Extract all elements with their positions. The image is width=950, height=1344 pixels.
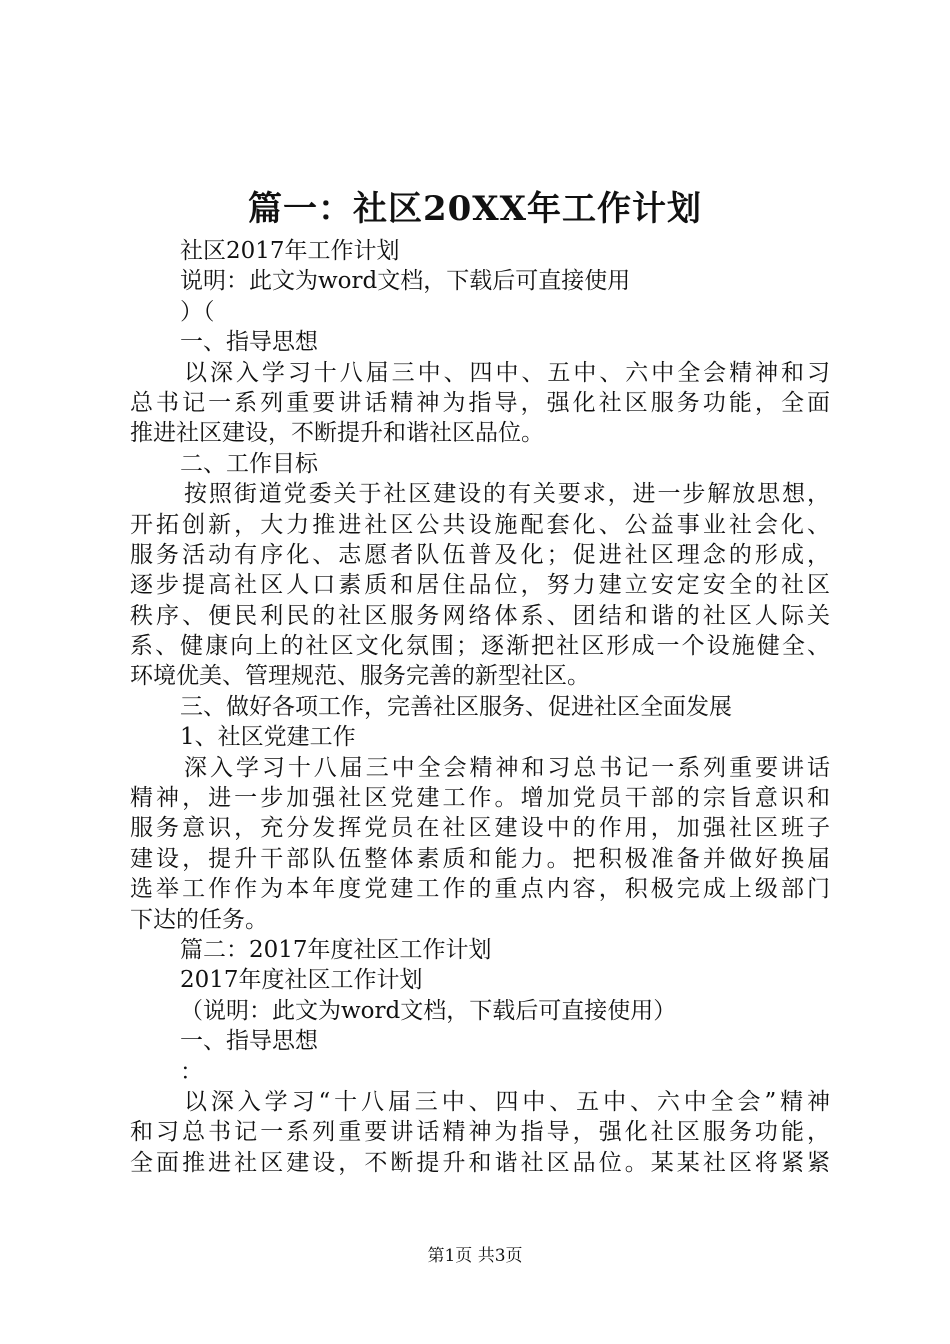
text-line: （说明：此文为word文档，下载后可直接使用） bbox=[180, 997, 677, 1024]
paragraph-line: 和习总书记一系列重要讲话精神为指导，强化社区服务功能， bbox=[130, 1119, 830, 1146]
subsection-heading: 1、社区党建工作 bbox=[180, 724, 356, 751]
paragraph-line: 深入学习十八届三中全会精神和习总书记一系列重要讲话 bbox=[184, 754, 830, 781]
text-line: 说明：此文为word文档，下载后可直接使用 bbox=[180, 268, 631, 295]
text-line: ）（ bbox=[180, 298, 215, 325]
paragraph-line: 逐步提高社区人口素质和居住品位，努力建立安定安全的社区 bbox=[130, 572, 830, 599]
paragraph-line: 环境优美、管理规范、服务完善的新型社区。 bbox=[130, 663, 590, 690]
paragraph-line: 选举工作作为本年度党建工作的重点内容，积极完成上级部门 bbox=[130, 876, 830, 903]
paragraph-line: 以深入学习“十八届三中、四中、五中、六中全会”精神 bbox=[184, 1088, 830, 1115]
paragraph-line: 系、健康向上的社区文化氛围；逐渐把社区形成一个设施健全、 bbox=[130, 633, 830, 660]
section-heading: 一、指导思想 bbox=[180, 329, 318, 356]
text-line: ： bbox=[180, 1058, 203, 1085]
paragraph-line: 服务意识，充分发挥党员在社区建设中的作用，加强社区班子 bbox=[130, 815, 830, 842]
document-body bbox=[130, 236, 830, 1178]
section-heading: 篇二：2017年度社区工作计划 bbox=[180, 936, 492, 963]
page-number-footer: 第1页 共3页 bbox=[427, 1246, 523, 1266]
paragraph-line: 下达的任务。 bbox=[130, 906, 268, 933]
section-heading: 二、工作目标 bbox=[180, 450, 318, 477]
paragraph-line: 开拓创新，大力推进社区公共设施配套化、公益事业社会化、 bbox=[130, 511, 830, 538]
paragraph-line: 秩序、便民利民的社区服务网络体系、团结和谐的社区人际关 bbox=[130, 602, 830, 629]
section-heading: 三、做好各项工作，完善社区服务、促进社区全面发展 bbox=[180, 693, 732, 720]
text-line: 社区2017年工作计划 bbox=[180, 238, 400, 264]
paragraph-line: 精神，进一步加强社区党建工作。增加党员干部的宗旨意识和 bbox=[130, 785, 830, 812]
paragraph-line: 以深入学习十八届三中、四中、五中、六中全会精神和习 bbox=[184, 359, 830, 386]
paragraph-line: 推进社区建设，不断提升和谐社区品位。 bbox=[130, 420, 544, 447]
section-heading: 一、指导思想 bbox=[180, 1028, 318, 1055]
paragraph-line: 总书记一系列重要讲话精神为指导，强化社区服务功能，全面 bbox=[130, 389, 830, 416]
paragraph-line: 建设，提升干部队伍整体素质和能力。把积极准备并做好换届 bbox=[130, 845, 830, 872]
paragraph-line: 全面推进社区建设，不断提升和谐社区品位。某某社区将紧紧 bbox=[130, 1149, 830, 1176]
paragraph-line: 按照街道党委关于社区建设的有关要求，进一步解放思想， bbox=[184, 481, 830, 508]
document-title: 篇一：社区20XX年工作计划 bbox=[247, 189, 703, 229]
paragraph-line: 服务活动有序化、志愿者队伍普及化；促进社区理念的形成， bbox=[130, 541, 830, 568]
text-line: 2017年度社区工作计划 bbox=[180, 967, 423, 994]
